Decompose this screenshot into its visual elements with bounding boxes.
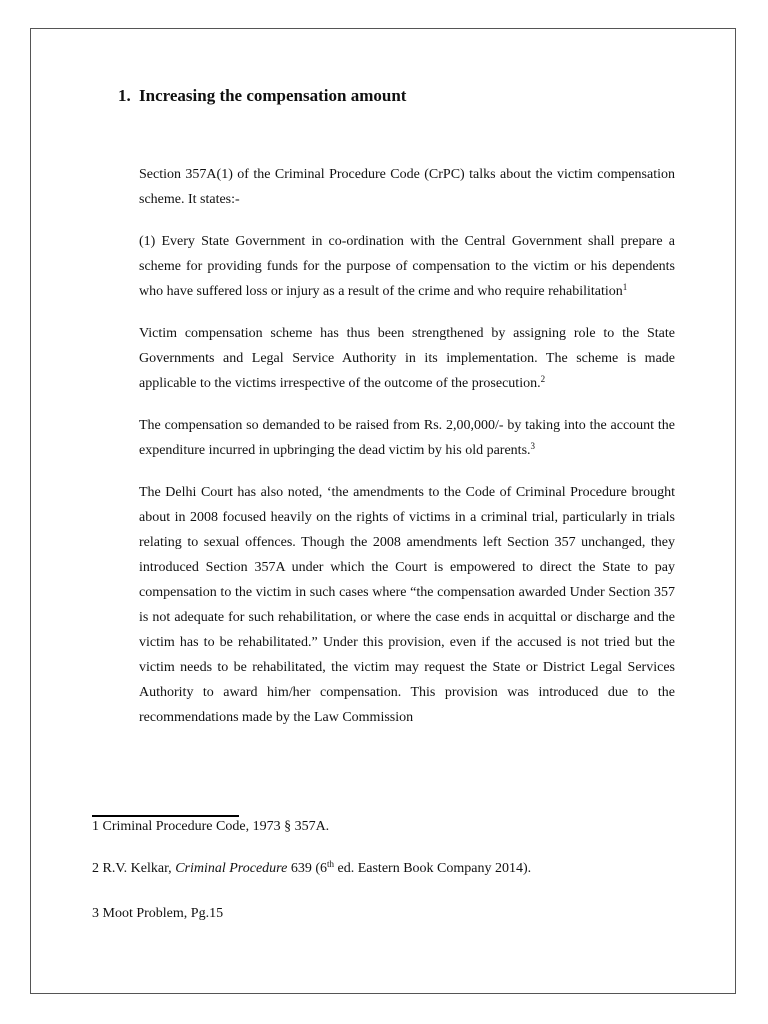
section-heading: [118, 86, 406, 106]
footnote-ref-2[interactable]: 2: [540, 374, 546, 384]
footnote-separator: [92, 815, 239, 817]
footnote-2: [92, 861, 531, 877]
paragraph-statute-quote: [139, 229, 675, 304]
paragraph-compensation: [139, 413, 675, 463]
heading-title: Increasing the compensation amount: [139, 86, 407, 105]
paragraph-delhi-court: [139, 480, 675, 730]
paragraph-scheme-text: Victim compensation scheme has thus been strengthened by assigning role to the State Governments and Legal Service Authority in its implementation. The scheme is made applicable to the victims irrespective of the outcome of the prosecution.: [139, 326, 675, 391]
footnote-2-publisher: ed. Eastern Book Company 2014).: [334, 861, 532, 876]
footnote-ref-3[interactable]: 3: [530, 441, 536, 451]
paragraph-statute-text: (1) Every State Government in co-ordination with the Central Government shall prepare a scheme for providing funds for the purpose of compensation to the victim or his dependents who have suffered loss or injury as a result of the crime and who require rehabilitation: [139, 234, 675, 299]
paragraph-delhi-court-text: The Delhi Court has also noted, ‘the amendments to the Code of Criminal Procedure brought about in 2008 focused heavily on the rights of victims in a criminal trial, particularly in trials relating to sexual offences. Though the 2008 amendments left Section 357 unchanged, they introduced Section 357A under which the Court is empowered to direct the State to pay compensation to the victim in such cases where “the compensation awarded Under Section 357 is not adequate for such rehabilitation, or where the case ends in acquittal or discharge and the victim has to be rehabilitated.” Under this provision, even if the accused is not tried but the victim needs to be rehabilitated, the victim may request the State or District Legal Services Authority to award him/her compensation. This provision was introduced due to the recommendations made by the Law Commission: [139, 485, 675, 725]
heading-number: 1.: [118, 86, 131, 105]
paragraph-scheme: [139, 321, 675, 396]
footnote-1: 1 Criminal Procedure Code, 1973 § 357A.: [92, 819, 330, 834]
footnote-ref-1[interactable]: 1: [622, 282, 628, 292]
body-text: [139, 162, 675, 730]
footnote-2-author: 2 R.V. Kelkar,: [92, 861, 176, 876]
paragraph-intro: [139, 162, 675, 212]
footnote-2-ordinal: th: [326, 859, 334, 869]
footnote-2-page: 639 (6: [287, 861, 327, 876]
footnote-2-title: Criminal Procedure: [175, 861, 288, 876]
paragraph-intro-text: Section 357A(1) of the Criminal Procedure Code (CrPC) talks about the victim compensation scheme. It states:-: [139, 167, 675, 207]
paragraph-compensation-text: The compensation so demanded to be raised from Rs. 2,00,000/- by taking into the account the expenditure incurred in upbringing the dead victim by his old parents.: [139, 418, 675, 458]
footnote-3: 3 Moot Problem, Pg.15: [92, 906, 224, 921]
